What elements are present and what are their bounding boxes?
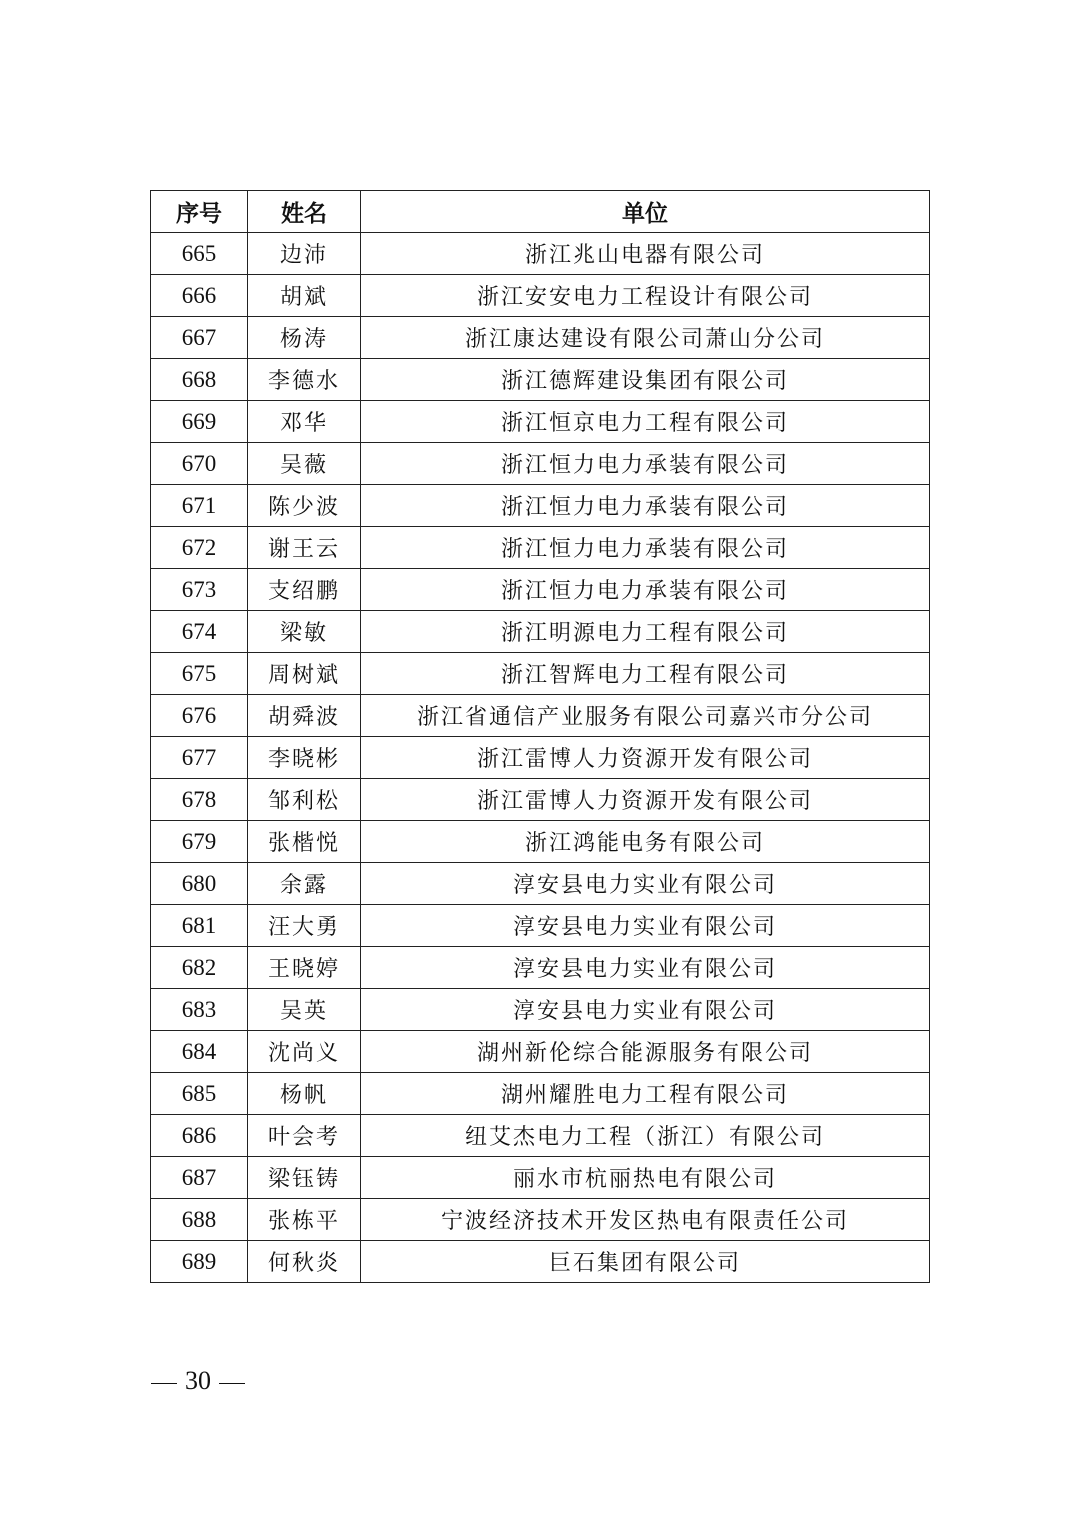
cell-name: 沈尚义 [248,1031,361,1073]
cell-unit: 丽水市杭丽热电有限公司 [361,1157,930,1199]
cell-name: 梁敏 [248,611,361,653]
table-row [151,485,930,527]
cell-unit: 浙江恒力电力承装有限公司 [361,569,930,611]
cell-index: 674 [151,611,248,653]
cell-index: 677 [151,737,248,779]
cell-name: 邓华 [248,401,361,443]
cell-unit: 浙江恒力电力承装有限公司 [361,443,930,485]
cell-index: 686 [151,1115,248,1157]
table-row [151,1031,930,1073]
footer-dash-right [219,1383,245,1384]
table-row [151,1115,930,1157]
table-row [151,527,930,569]
cell-name: 胡斌 [248,275,361,317]
cell-index: 683 [151,989,248,1031]
cell-unit: 浙江兆山电器有限公司 [361,233,930,275]
cell-unit: 浙江智辉电力工程有限公司 [361,653,930,695]
cell-index: 673 [151,569,248,611]
cell-name: 叶会考 [248,1115,361,1157]
cell-unit: 淳安县电力实业有限公司 [361,905,930,947]
cell-unit: 纽艾杰电力工程（浙江）有限公司 [361,1115,930,1157]
cell-index: 669 [151,401,248,443]
cell-unit: 浙江雷博人力资源开发有限公司 [361,737,930,779]
cell-index: 684 [151,1031,248,1073]
cell-unit: 淳安县电力实业有限公司 [361,863,930,905]
cell-index: 675 [151,653,248,695]
cell-name: 吴英 [248,989,361,1031]
table-row [151,989,930,1031]
cell-unit: 浙江恒力电力承装有限公司 [361,527,930,569]
table-row [151,1073,930,1115]
cell-name: 梁钰铸 [248,1157,361,1199]
cell-unit: 湖州耀胜电力工程有限公司 [361,1073,930,1115]
cell-name: 邹利松 [248,779,361,821]
table-row [151,275,930,317]
cell-name: 李晓彬 [248,737,361,779]
cell-index: 681 [151,905,248,947]
table-row [151,863,930,905]
cell-unit: 浙江康达建设有限公司萧山分公司 [361,317,930,359]
cell-name: 杨涛 [248,317,361,359]
table-row [151,947,930,989]
cell-index: 667 [151,317,248,359]
table-body [151,233,930,1283]
table-row [151,779,930,821]
cell-unit: 宁波经济技术开发区热电有限责任公司 [361,1199,930,1241]
cell-name: 杨帆 [248,1073,361,1115]
header-index: 序号 [151,191,248,233]
table-row [151,317,930,359]
cell-name: 支绍鹏 [248,569,361,611]
page-footer [143,1366,253,1396]
table-row [151,401,930,443]
cell-index: 679 [151,821,248,863]
cell-name: 余露 [248,863,361,905]
cell-unit: 浙江德辉建设集团有限公司 [361,359,930,401]
cell-index: 687 [151,1157,248,1199]
cell-unit: 巨石集团有限公司 [361,1241,930,1283]
cell-name: 吴薇 [248,443,361,485]
cell-index: 668 [151,359,248,401]
cell-name: 张栋平 [248,1199,361,1241]
cell-unit: 淳安县电力实业有限公司 [361,989,930,1031]
roster-table [150,190,930,1283]
page-number: 30 [185,1366,211,1395]
cell-unit: 浙江恒京电力工程有限公司 [361,401,930,443]
cell-unit: 浙江雷博人力资源开发有限公司 [361,779,930,821]
table-row [151,695,930,737]
cell-unit: 浙江省通信产业服务有限公司嘉兴市分公司 [361,695,930,737]
cell-name: 陈少波 [248,485,361,527]
cell-name: 何秋炎 [248,1241,361,1283]
cell-index: 676 [151,695,248,737]
cell-unit: 浙江鸿能电务有限公司 [361,821,930,863]
table-row [151,569,930,611]
table-header-row [151,191,930,233]
cell-unit: 浙江安安电力工程设计有限公司 [361,275,930,317]
cell-name: 周树斌 [248,653,361,695]
cell-unit: 浙江明源电力工程有限公司 [361,611,930,653]
table-row [151,737,930,779]
cell-unit: 湖州新伦综合能源服务有限公司 [361,1031,930,1073]
cell-index: 682 [151,947,248,989]
table-row [151,611,930,653]
table-row [151,821,930,863]
table-row [151,359,930,401]
footer-dash-left [151,1383,177,1384]
cell-index: 666 [151,275,248,317]
table-row [151,1157,930,1199]
cell-name: 李德水 [248,359,361,401]
cell-name: 王晓婷 [248,947,361,989]
header-name: 姓名 [248,191,361,233]
table-row [151,905,930,947]
cell-name: 边沛 [248,233,361,275]
table-row [151,1199,930,1241]
header-unit: 单位 [361,191,930,233]
table-row [151,233,930,275]
cell-index: 671 [151,485,248,527]
cell-name: 胡舜波 [248,695,361,737]
cell-unit: 淳安县电力实业有限公司 [361,947,930,989]
cell-index: 685 [151,1073,248,1115]
table-row [151,1241,930,1283]
cell-index: 670 [151,443,248,485]
cell-index: 672 [151,527,248,569]
cell-index: 678 [151,779,248,821]
cell-index: 688 [151,1199,248,1241]
table-row [151,653,930,695]
cell-index: 665 [151,233,248,275]
cell-name: 汪大勇 [248,905,361,947]
cell-unit: 浙江恒力电力承装有限公司 [361,485,930,527]
cell-name: 谢王云 [248,527,361,569]
cell-index: 689 [151,1241,248,1283]
cell-index: 680 [151,863,248,905]
cell-name: 张楷悦 [248,821,361,863]
table-row [151,443,930,485]
